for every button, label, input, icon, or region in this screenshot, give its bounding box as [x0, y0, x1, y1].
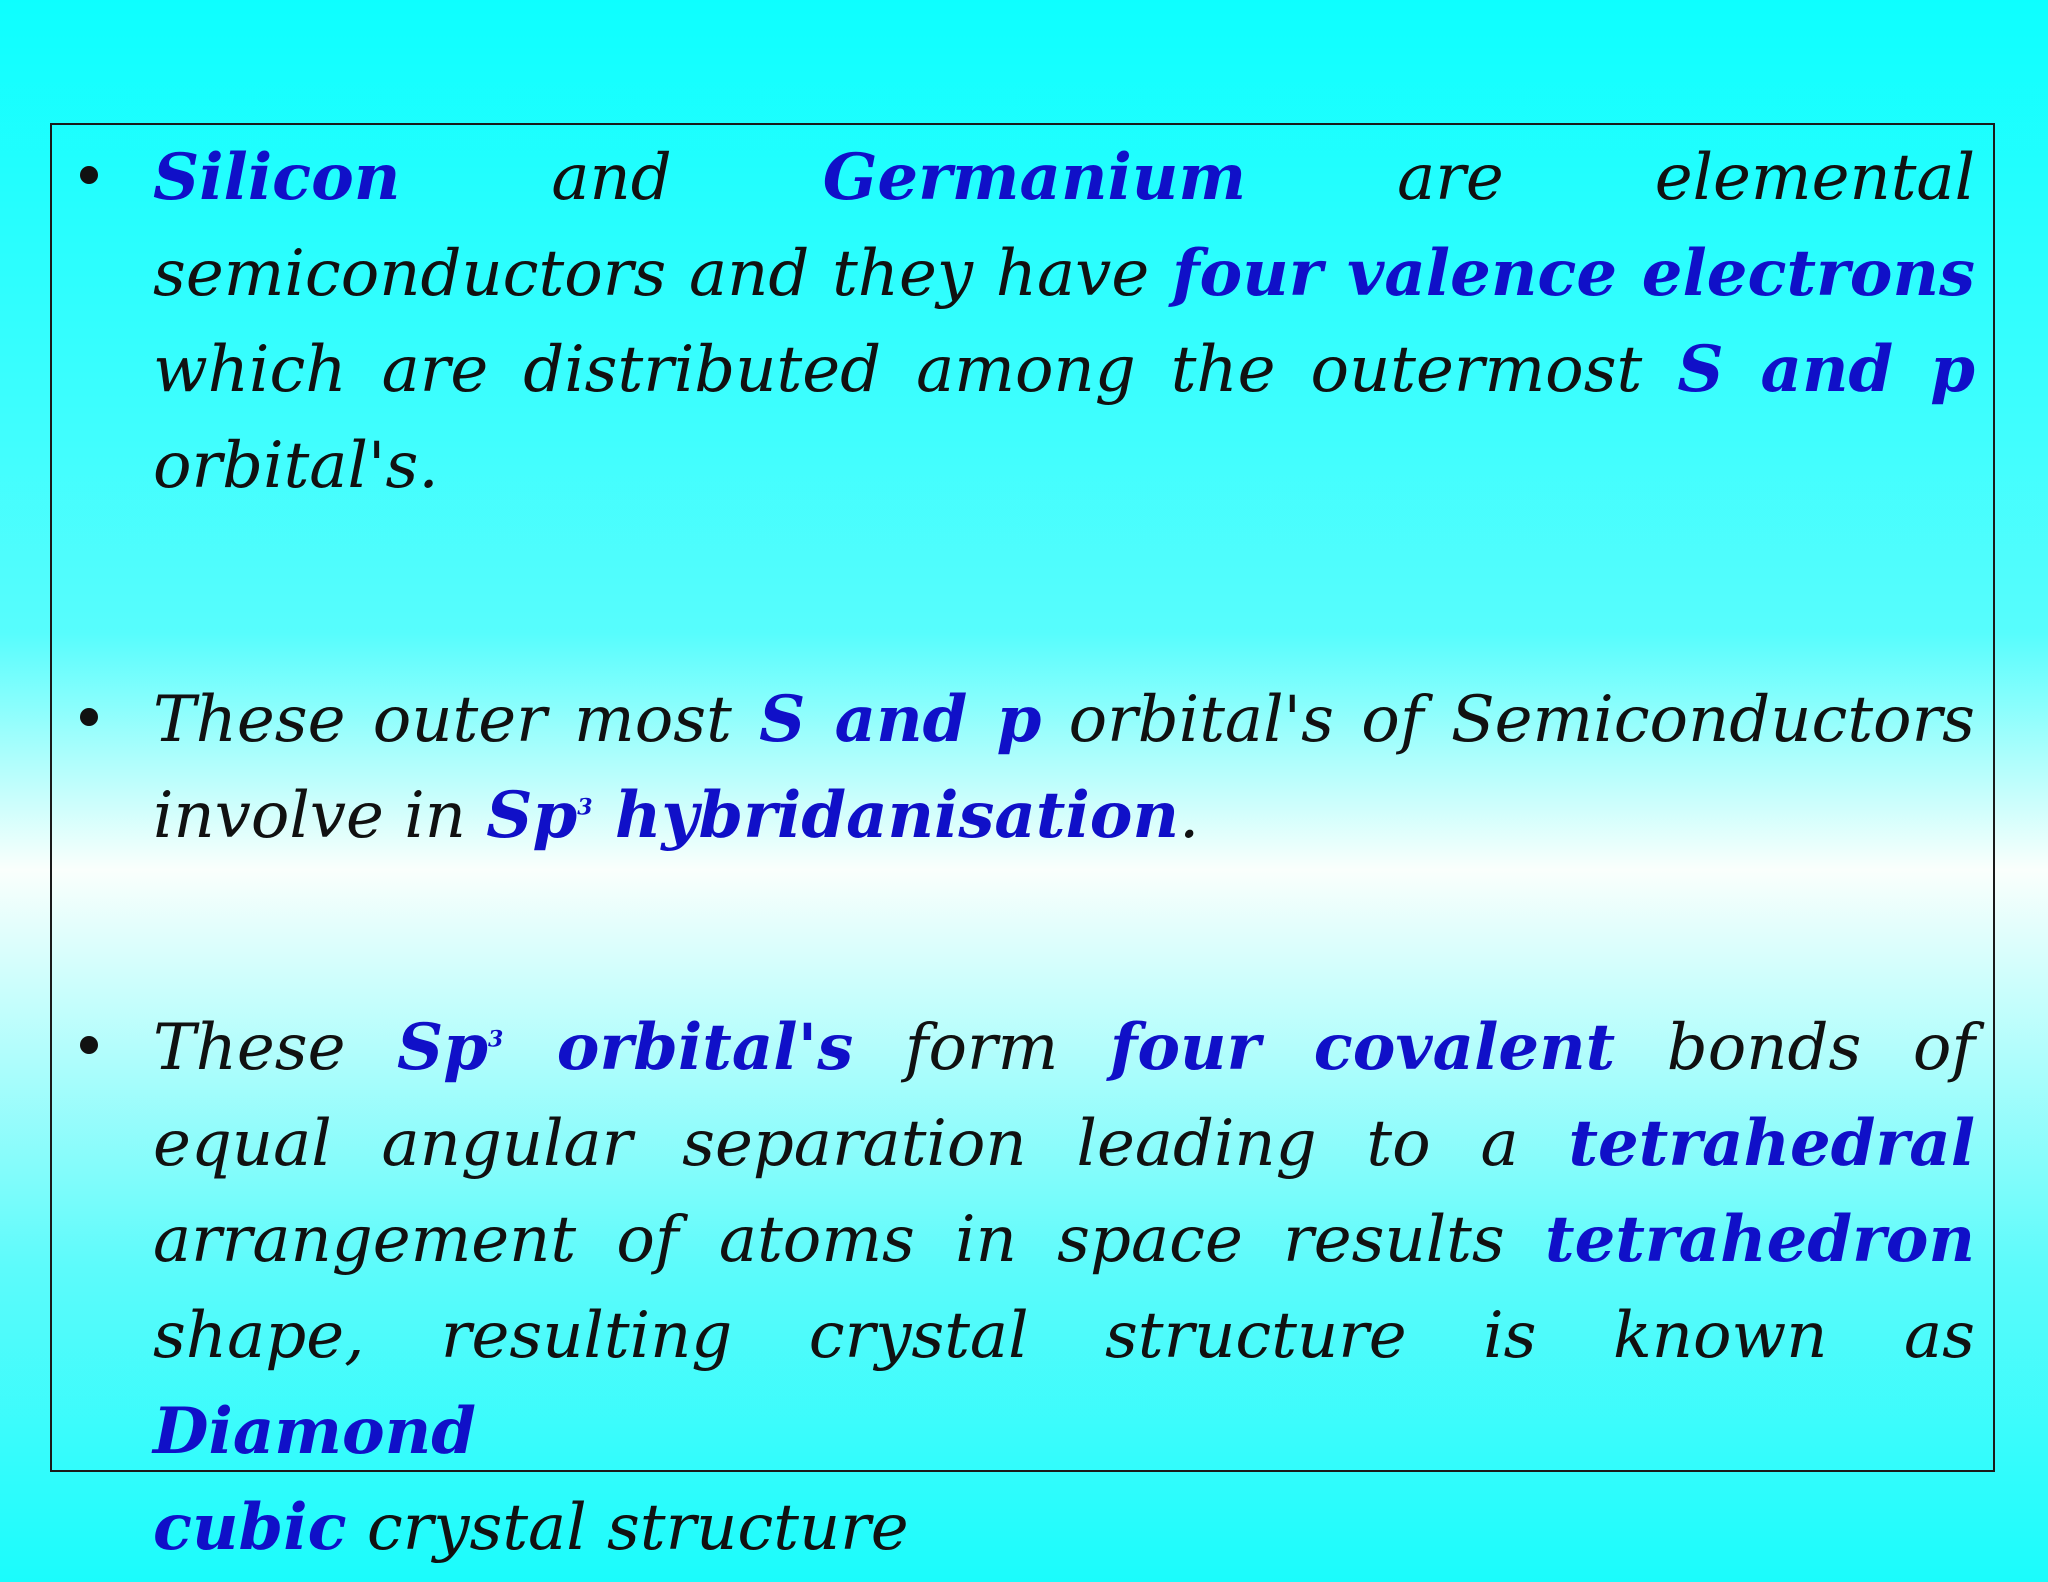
word-and: and — [551, 141, 672, 215]
bullet-1-line-1 — [153, 130, 1975, 226]
text-segment: . — [1178, 779, 1200, 853]
text-segment: equal angular separation leading to a — [153, 1107, 1569, 1181]
word-are: are — [1397, 141, 1504, 215]
term-diamond: Diamond — [153, 1394, 476, 1469]
term-sp: Sp — [486, 778, 578, 853]
term-tetrahedral: tetrahedral — [1568, 1106, 1975, 1181]
superscript-3: 3 — [577, 794, 593, 821]
bullet-3-line-3 — [153, 1192, 1975, 1288]
text-segment: involve in — [153, 779, 487, 853]
bullet-text-1 — [153, 130, 1975, 514]
word-elemental: elemental — [1654, 141, 1976, 215]
bullet-3-line-4 — [153, 1288, 1975, 1480]
text-segment: form — [853, 1011, 1110, 1085]
bullet-3-line-5 — [153, 1480, 1975, 1576]
term-silicon: Silicon — [153, 140, 401, 215]
text-segment: arrangement of atoms in space results — [153, 1203, 1546, 1277]
bullet-dot-icon — [80, 1036, 98, 1054]
bullet-1-line-3 — [153, 322, 1975, 418]
bullet-2-line-1 — [153, 672, 1975, 768]
term-cubic: cubic — [153, 1490, 347, 1565]
text-segment: These outer most — [153, 683, 760, 757]
term-germanium: Germanium — [822, 140, 1247, 215]
bullet-dot-icon — [80, 166, 98, 184]
term-tetrahedron: tetrahedron — [1545, 1202, 1975, 1277]
text-segment: orbital's of Semiconductors — [1041, 683, 1976, 757]
bullet-1-line-2 — [153, 226, 1975, 322]
bullet-text-3 — [153, 1000, 1975, 1576]
bullet-3-line-1 — [153, 1000, 1975, 1096]
text-segment: which are distributed among the outermost — [153, 333, 1678, 407]
superscript-3: 3 — [488, 1026, 504, 1053]
term-s-and-p: S and p — [759, 682, 1042, 757]
bullet-dot-icon — [80, 708, 98, 726]
term-orbitals: orbital's — [503, 1010, 854, 1085]
text-segment: bonds of — [1615, 1011, 1976, 1085]
bullet-3-line-2 — [153, 1096, 1975, 1192]
text-segment: shape, resulting crystal structure is known as — [153, 1299, 1975, 1373]
text-segment: These — [153, 1011, 398, 1085]
bullet-2-line-2 — [153, 768, 1975, 864]
bullet-1-line-4: orbital's. — [153, 429, 439, 503]
text-segment: semiconductors and they have — [153, 237, 1172, 311]
term-hybridanisation: hybridanisation — [592, 778, 1179, 853]
term-four-covalent: four covalent — [1109, 1010, 1616, 1085]
bullet-text-2 — [153, 672, 1975, 864]
term-four-valence-electrons: four valence electrons — [1171, 236, 1975, 311]
term-s-and-p: S and p — [1677, 332, 1976, 407]
text-segment: crystal structure — [346, 1491, 909, 1565]
term-sp: Sp — [397, 1010, 489, 1085]
